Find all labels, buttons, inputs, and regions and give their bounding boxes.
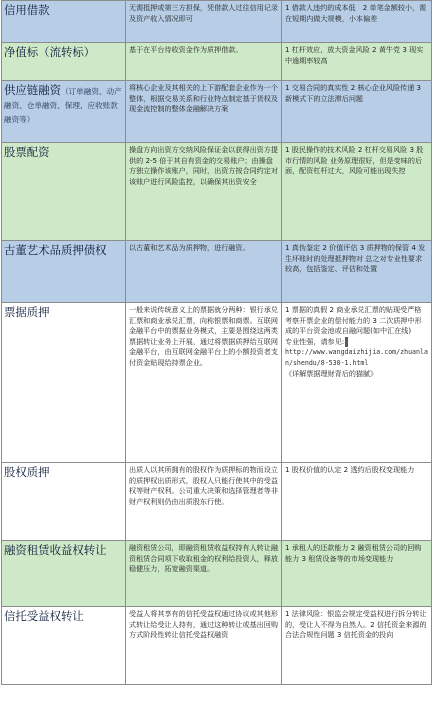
description-cell: 融资租赁公司，即融资租赁收益权持有人转让融资租赁合同项下收取租金的权利给投资人，释放稳健压力，拓宽融资渠道。 [126, 541, 282, 607]
category-name: 信用借款 [4, 3, 50, 17]
category-name: 融资租赁收益权转让 [4, 543, 107, 557]
category-name: 净值标（流转标） [4, 45, 96, 59]
table-row [2, 541, 432, 607]
category-name: 供应链融资 [4, 83, 61, 97]
table-row [2, 143, 432, 241]
description-cell: 一般来说传统意义上的票据就分两种：银行承兑汇票和商业承兑汇票，向称银票和商票。互联网金融平台中的票据业务模式，主要是围绕这两类票据转让业务上开展，通过将票据质押给互联网金融平台，由互联网金融平台上的小额投资者支付资金贴现给持票企业。 [126, 303, 282, 463]
cursor-mark [345, 337, 348, 347]
category-cell [2, 463, 126, 541]
category-cell [2, 303, 126, 463]
risk-text: 1 票据的真假 2 商业承兑汇票的贴现受严格考察开票企业的偿付能力的 3 二次质押中形成的平台资金池或自融问题(如中汇在线) 专业性强，请参见: [285, 305, 426, 346]
risk-cell: 1 法律风险：银监会规定受益权进行拆分转让的，受让人不得为自然人。2 信托资金来源的合法合规性问题 3 信托资金的投向 [282, 607, 432, 685]
description-cell: 将核心企业及其相关的上下游配套企业作为一个整体，根据交易关系和行业特点制定基于货权及现金流控制的整体金融解决方案 [126, 81, 282, 143]
category-name: 古董艺术品质押债权 [4, 243, 107, 257]
description-cell: 基于在平台待收资金作为质押借款。 [126, 43, 282, 81]
category-cell [2, 43, 126, 81]
financing-modes-table [1, 0, 432, 685]
risk-cell [282, 303, 432, 463]
table-row [2, 463, 432, 541]
category-subtitle: （订单融资、动产融资、仓单融资、保理、应收账款融资等） [4, 87, 122, 124]
category-name: 股票配资 [4, 145, 50, 159]
risk-cell: 1 杠杆效应，放大资金风险 2 黄牛党 3 现实中逾期率较高 [282, 43, 432, 81]
description-cell: 无需抵押或第三方担保，凭借款人过往信用记录及资产收入情况即可 [126, 1, 282, 43]
category-cell [2, 81, 126, 143]
reference-link[interactable]: http://www.wangdaizhijia.com/zhuanlan/shendu/8-530-1.html [285, 348, 428, 367]
table-row [2, 43, 432, 81]
description-cell: 出质人以其所拥有的股权作为质押标的物而设立的质押权出质形式，股权人只能行使其中的受益权等财产权利。公司重大决策和选择管理者等非财产权利则仍由出质股东行使。 [126, 463, 282, 541]
risk-cell: 1 股权价值的认定 2 透约后股权变现能力 [282, 463, 432, 541]
category-cell [2, 607, 126, 685]
table-row [2, 303, 432, 463]
category-cell [2, 143, 126, 241]
risk-cell: 1 承租人的还款能力 2 融资租赁公司的回购能力 3 租赁设备等的市场变现能力 [282, 541, 432, 607]
table-row [2, 1, 432, 43]
description-cell: 受益人将其享有的信托受益权通过协议或其他形式转让给受让人持有，通过这种转让或基出回购方式阶段性转让信托受益权融资 [126, 607, 282, 685]
risk-cell: 1 交易合同的真实性 2 核心企业风险传递 3 新模式下的立法滞后问题 [282, 81, 432, 143]
description-cell: 操盘方向出资方交纳风险保证金以获得出资方提供的 2-5 倍于其自有资金的交易账户；由操盘方独立操作该账户，同时，出资方按合同约定对该账户进行风险监控，以确保其出资安全 [126, 143, 282, 241]
table-row [2, 241, 432, 303]
category-name: 票据质押 [4, 305, 50, 319]
reference-title: 《详解票据理财背后的猫腻》 [285, 368, 378, 378]
category-name: 信托受益权转让 [4, 609, 84, 623]
risk-cell: 1 借款人违约的成本低 2 单笔金额较小，需在短期内做大规模，小本偏差 [282, 1, 432, 43]
description-cell: 以古董和艺术品为质押物，进行融资。 [126, 241, 282, 303]
risk-cell: 1 真伪鉴定 2 价值评估 3 质押物的保管 4 发生坏账时的处理抵押物对 总之对专业性要求较高，包括鉴定、评估和处置 [282, 241, 432, 303]
risk-cell: 1 股民操作的技术风险 2 杠杆交易风险 3 股市行情的风险 业务原理很好，但是变味的后面，配资杠杆过大，风险可能出现失控 [282, 143, 432, 241]
category-cell [2, 1, 126, 43]
category-cell [2, 241, 126, 303]
category-name: 股权质押 [4, 465, 50, 479]
table-row [2, 81, 432, 143]
category-cell [2, 541, 126, 607]
table-row [2, 607, 432, 685]
